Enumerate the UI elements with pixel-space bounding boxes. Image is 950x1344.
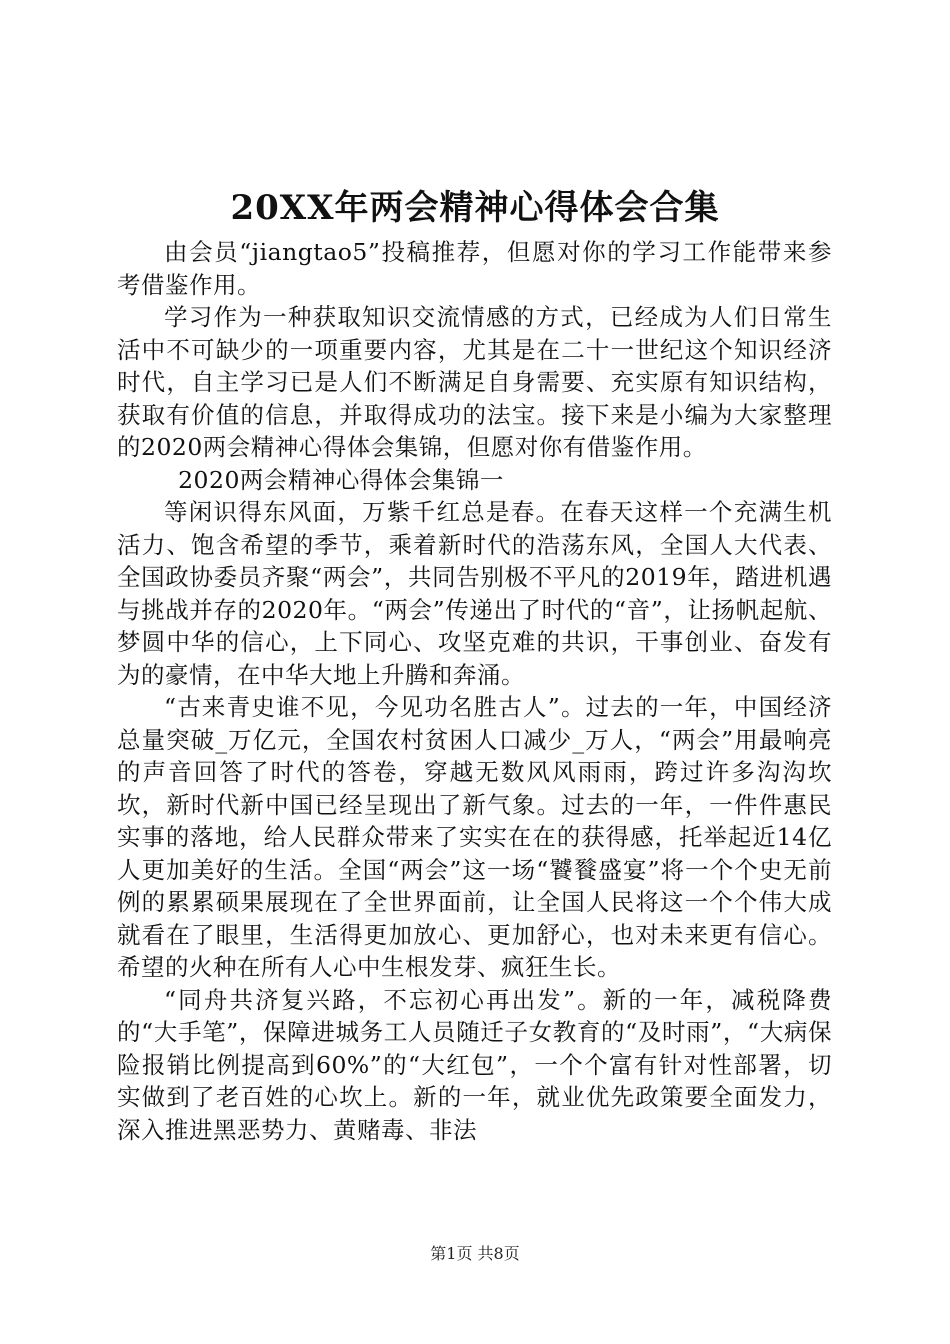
paragraph-spring: 等闲识得东风面，万紫千红总是春。在春天这样一个充满生机活力、饱含希望的季节，乘着新时代的浩荡东风，全国人大代表、全国政协委员齐聚“两会”，共同告别极不平凡的2019年，踏进机遇与挑战并存的2020年。“两会”传递出了时代的“音”，让扬帆起航、梦圆中华的信心，上下同心、攻坚克难的共识，干事创业、奋发有为的豪情，在中华大地上升腾和奔涌。 [117,498,832,689]
paragraph-intro: 由会员“jiangtao5”投稿推荐，但愿对你的学习工作能带来参考借鉴作用。 [117,238,832,299]
document-body [117,236,832,1146]
document-title: 20XX年两会精神心得体会合集 [230,188,720,228]
section-heading: 2020两会精神心得体会集锦一 [178,465,504,494]
page-number-footer: 第1页 共8页 [430,1244,520,1263]
paragraph-new-year: “同舟共济复兴路，不忘初心再出发”。新的一年，减税降费的“大手笔”，保障进城务工人员随迁子女教育的“及时雨”，“大病保险报销比例提高到60%”的“大红包”，一个个富有针对性部署，切实做到了老百姓的心坎上。新的一年，就业优先政策要全面发力，深入推进黑恶势力、黄赌毒、非法 [117,985,832,1144]
paragraph-past-year: “古来青史谁不见，今见功名胜古人”。过去的一年，中国经济总量突破_万亿元，全国农村贫困人口减少_万人，“两会”用最响亮的声音回答了时代的答卷，穿越无数风风雨雨，跨过许多沟沟坎坎，新时代新中国已经呈现出了新气象。过去的一年，一件件惠民实事的落地，给人民群众带来了实实在在的获得感，托举起近14亿人更加美好的生活。全国“两会”这一场“饕餮盛宴”将一个个史无前例的累累硕果展现在了全世界面前，让全国人民将这一个个伟大成就看在了眼里，生活得更加放心、更加舒心，也对未来更有信心。希望的火种在所有人心中生根发芽、疯狂生长。 [117,693,832,981]
paragraph-learning: 学习作为一种获取知识交流情感的方式，已经成为人们日常生活中不可缺少的一项重要内容，尤其是在二十一世纪这个知识经济时代，自主学习已是人们不断满足自身需要、充实原有知识结构，获取有价值的信息，并取得成功的法宝。接下来是小编为大家整理的2020两会精神心得体会集锦，但愿对你有借鉴作用。 [117,303,832,461]
